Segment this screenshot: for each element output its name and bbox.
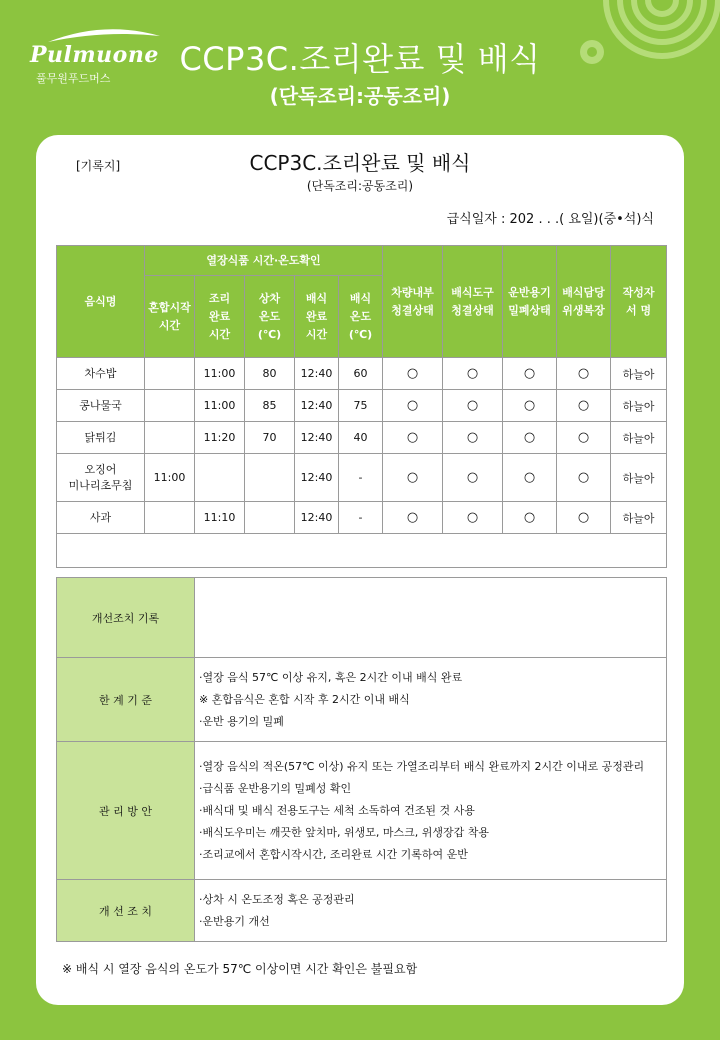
empty-cell xyxy=(57,534,667,568)
serve-temp-cell: - xyxy=(339,454,383,502)
cook-done-cell: 11:10 xyxy=(195,502,245,534)
cook-done-cell: 11:00 xyxy=(195,358,245,390)
tools-cell: ○ xyxy=(443,502,503,534)
header-cook-done: 조리 완료 시간 xyxy=(195,276,245,358)
pulmuone-logo xyxy=(30,40,159,86)
management-label: 관 리 방 안 xyxy=(57,742,195,880)
staff-cell: ○ xyxy=(557,358,611,390)
writer-cell: 하늘아 xyxy=(611,390,667,422)
food-name-cell: 콩나물국 xyxy=(57,390,145,422)
serve-temp-cell: 40 xyxy=(339,422,383,454)
table-row xyxy=(57,502,667,534)
table-row xyxy=(57,358,667,390)
load-temp-cell: 70 xyxy=(245,422,295,454)
staff-cell: ○ xyxy=(557,390,611,422)
mix-start-cell xyxy=(145,502,195,534)
container-cell: ○ xyxy=(503,454,557,502)
header-load-temp: 상차 온도 (℃) xyxy=(245,276,295,358)
action-label: 개 선 조 치 xyxy=(57,880,195,942)
record-label: [기록지] xyxy=(76,159,121,173)
serve-done-cell: 12:40 xyxy=(295,422,339,454)
header-container: 운반용기 밀폐상태 xyxy=(503,246,557,358)
brand-sub: 풀무원푸드머스 xyxy=(36,72,111,85)
limit-label: 한 계 기 준 xyxy=(57,658,195,742)
vehicle-cell: ○ xyxy=(383,422,443,454)
header-mix-start: 혼합시작 시간 xyxy=(145,276,195,358)
mix-start-cell xyxy=(145,390,195,422)
header-food-name: 음식명 xyxy=(57,246,145,358)
container-cell: ○ xyxy=(503,502,557,534)
serve-done-cell: 12:40 xyxy=(295,454,339,502)
food-name-cell: 사과 xyxy=(57,502,145,534)
vehicle-cell: ○ xyxy=(383,502,443,534)
staff-cell: ○ xyxy=(557,454,611,502)
header-hot-food-group: 열장식품 시간·온도확인 xyxy=(145,246,383,276)
container-cell: ○ xyxy=(503,422,557,454)
tools-cell: ○ xyxy=(443,454,503,502)
cook-done-cell: 11:20 xyxy=(195,422,245,454)
brand-name: Pulmuone xyxy=(30,42,159,68)
management-content: ·열장 음식의 적온(57℃ 이상) 유지 또는 가열조리부터 배식 완료까지 2시간 이내로 공정관리 ·급식품 운반용기의 밀폐성 확인 ·배식대 및 배식 전용도구는 세척 소독하여 건조된 것 사용 ·배식도우미는 깨끗한 앞치마, 위생모, 마스크, 위생장갑 착용 ·조리교에서 혼합시작시간, 조리완료 시간 기록하여 운반 xyxy=(195,742,667,880)
serve-done-cell: 12:40 xyxy=(295,358,339,390)
logo-swoosh-icon xyxy=(44,26,164,48)
load-temp-cell: 80 xyxy=(245,358,295,390)
food-name-cell: 오징어 미나리초무침 xyxy=(57,454,145,502)
serve-temp-cell: 60 xyxy=(339,358,383,390)
cook-done-cell: 11:00 xyxy=(195,390,245,422)
container-cell: ○ xyxy=(503,390,557,422)
mix-start-cell: 11:00 xyxy=(145,454,195,502)
vehicle-cell: ○ xyxy=(383,454,443,502)
sheet-title: CCP3C.조리완료 및 배식 xyxy=(249,151,471,175)
table-row xyxy=(57,422,667,454)
improvement-record-label: 개선조치 기록 xyxy=(57,578,195,658)
serve-temp-cell: - xyxy=(339,502,383,534)
writer-cell: 하늘아 xyxy=(611,422,667,454)
vehicle-cell: ○ xyxy=(383,358,443,390)
tools-cell: ○ xyxy=(443,358,503,390)
load-temp-cell xyxy=(245,502,295,534)
vehicle-cell: ○ xyxy=(383,390,443,422)
mix-start-cell xyxy=(145,422,195,454)
table-row xyxy=(57,390,667,422)
empty-row xyxy=(57,534,667,568)
cook-done-cell xyxy=(195,454,245,502)
food-name-cell: 차수밥 xyxy=(57,358,145,390)
footnote: ※ 배식 시 열장 음식의 온도가 57℃ 이상이면 시간 확인은 불필요함 xyxy=(62,962,418,976)
header-serve-temp: 배식 온도 (℃) xyxy=(339,276,383,358)
action-content: ·상차 시 온도조정 혹은 공정관리 ·운반용기 개선 xyxy=(195,880,667,942)
writer-cell: 하늘아 xyxy=(611,454,667,502)
sheet-subtitle: (단독조리:공동조리) xyxy=(306,179,414,193)
header-writer: 작성자 서 명 xyxy=(611,246,667,358)
mix-start-cell xyxy=(145,358,195,390)
limit-content: ·열장 음식 57℃ 이상 유지, 혹은 2시간 이내 배식 완료 ※ 혼합음식은 혼합 시작 후 2시간 이내 배식 ·운반 용기의 밀폐 xyxy=(195,658,667,742)
criteria-table xyxy=(56,577,667,942)
writer-cell: 하늘아 xyxy=(611,358,667,390)
serve-temp-cell: 75 xyxy=(339,390,383,422)
writer-cell: 하늘아 xyxy=(611,502,667,534)
serving-date: 급식일자 : 202 . . .( 요일)(중•석)식 xyxy=(446,212,654,227)
staff-cell: ○ xyxy=(557,422,611,454)
page-title: CCP3C.조리완료 및 배식 xyxy=(179,40,541,78)
tools-cell: ○ xyxy=(443,422,503,454)
load-temp-cell xyxy=(245,454,295,502)
container-cell: ○ xyxy=(503,358,557,390)
header-vehicle: 차량내부 청결상태 xyxy=(383,246,443,358)
table-row xyxy=(57,454,667,502)
food-name-cell: 닭튀김 xyxy=(57,422,145,454)
staff-cell: ○ xyxy=(557,502,611,534)
page-subtitle: (단독조리:공동조리) xyxy=(269,84,451,108)
header-tools: 배식도구 청결상태 xyxy=(443,246,503,358)
temperature-time-table xyxy=(56,245,667,568)
record-sheet xyxy=(36,135,684,1005)
header-serve-done: 배식 완료 시간 xyxy=(295,276,339,358)
serve-done-cell: 12:40 xyxy=(295,502,339,534)
header-staff: 배식담당 위생복장 xyxy=(557,246,611,358)
concentric-circles-icon xyxy=(580,0,720,120)
improvement-record-field[interactable] xyxy=(195,578,667,658)
serve-done-cell: 12:40 xyxy=(295,390,339,422)
load-temp-cell: 85 xyxy=(245,390,295,422)
tools-cell: ○ xyxy=(443,390,503,422)
